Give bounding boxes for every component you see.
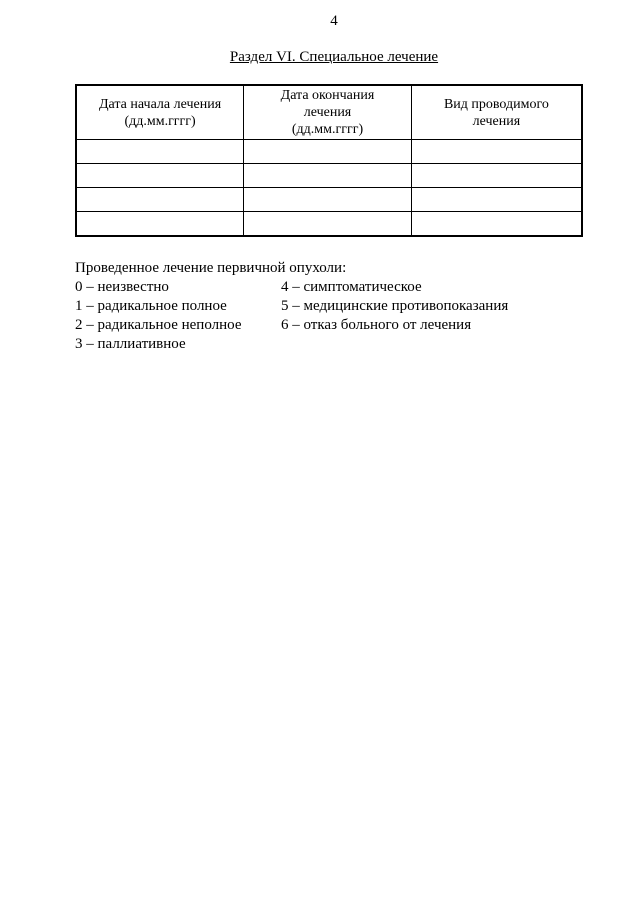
legend-item: 5 – медицинские противопоказания: [281, 298, 509, 314]
page-number: 4: [330, 13, 338, 29]
legend-item: 2 – радикальное неполное: [75, 317, 242, 333]
section-title: Раздел VI. Специальное лечение: [229, 49, 439, 65]
table-cell[interactable]: [244, 164, 412, 188]
table-cell[interactable]: [411, 188, 582, 212]
table-cell[interactable]: [76, 164, 244, 188]
legend-title: Проведенное лечение первичной опухоли:: [75, 260, 347, 276]
table-cell[interactable]: [244, 188, 412, 212]
header-treatment-type: [411, 85, 582, 140]
table-cell[interactable]: [244, 212, 412, 237]
table-cell[interactable]: [76, 188, 244, 212]
table-row: [76, 140, 582, 164]
table-row: [76, 212, 582, 237]
table-row: [76, 188, 582, 212]
table-cell[interactable]: [411, 164, 582, 188]
table-cell[interactable]: [76, 212, 244, 237]
header-start-date-label: Дата начала лечения (дд.мм.гггг): [98, 96, 222, 129]
legend-items: [75, 278, 508, 354]
table-cell[interactable]: [76, 140, 244, 164]
legend-item: 0 – неизвестно: [75, 279, 169, 295]
treatment-table: [75, 84, 583, 237]
legend-item: 4 – симптоматическое: [281, 279, 422, 295]
table-header-row: [76, 85, 582, 140]
header-start-date: [76, 85, 244, 140]
header-end-date-label: Дата окончания лечения (дд.мм.гггг): [280, 88, 375, 137]
header-treatment-type-label: Вид проводимого лечения: [443, 96, 549, 129]
legend-item: 1 – радикальное полное: [75, 298, 227, 314]
table-row: [76, 164, 582, 188]
table-cell[interactable]: [244, 140, 412, 164]
table-cell[interactable]: [411, 212, 582, 237]
legend-item: 6 – отказ больного от лечения: [281, 317, 472, 333]
header-end-date: [244, 85, 412, 140]
treatment-legend: [75, 259, 508, 354]
legend-item: 3 – паллиативное: [75, 336, 186, 352]
table-cell[interactable]: [411, 140, 582, 164]
